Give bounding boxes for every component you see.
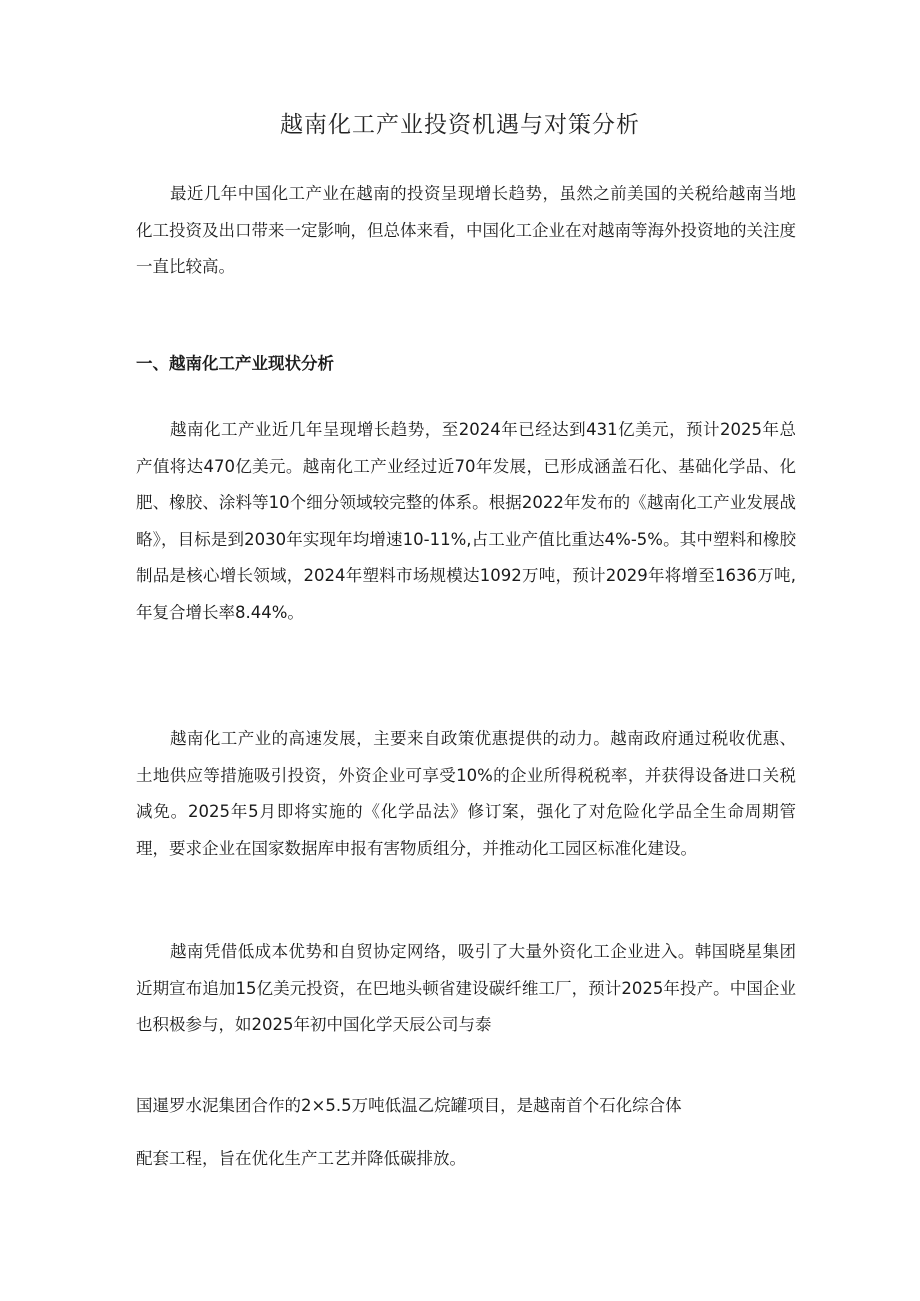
document-title: 越南化工产业投资机遇与对策分析 <box>280 112 640 138</box>
paragraph-line: 配套工程，旨在优化生产工艺并降低碳排放。 <box>136 1149 466 1168</box>
paragraph-policy: 越南化工产业的高速发展，主要来自政策优惠提供的动力。越南政府通过税收优惠、土地供应等措施吸引投资，外资企业可享受10%的企业所得税税率，并获得设备进口关税减免。2025年5月即将实施的《化学品法》修订案，强化了对危险化学品全生命周期管理，要求企业在国家数据库申报有害物质组分，并推动化工园区标准化建设。 <box>136 729 796 858</box>
intro-paragraph: 最近几年中国化工产业在越南的投资呈现增长趋势，虽然之前美国的关税给越南当地化工投资及出口带来一定影响，但总体来看，中国化工企业在对越南等海外投资地的关注度一直比较高。 <box>136 184 796 276</box>
paragraph-industry-status: 越南化工产业近几年呈现增长趋势，至2024年已经达到431亿美元，预计2025年总产值将达470亿美元。越南化工产业经过近70年发展，已形成涵盖石化、基础化学品、化肥、橡胶、涂料等10个细分领域较完整的体系。根据2022年发布的《越南化工产业发展战略》，目标是到2030年实现年均增速10-11%,占工业产值比重达4%-5%。其中塑料和橡胶制品是核心增长领域，2024年塑料市场规模达1092万吨，预计2029年将增至1636万吨,年复合增长率8.44%。 <box>136 420 796 622</box>
paragraph-foreign-investment: 越南凭借低成本优势和自贸协定网络，吸引了大量外资化工企业进入。韩国晓星集团近期宣布追加15亿美元投资，在巴地头顿省建设碳纤维工厂，预计2025年投产。中国企业也积极参与，如2025年初中国化学天辰公司与泰 <box>136 942 796 1034</box>
section-heading: 一、越南化工产业现状分析 <box>136 354 334 373</box>
paragraph-line: 国暹罗水泥集团合作的2×5.5万吨低温乙烷罐项目，是越南首个石化综合体 <box>136 1096 682 1115</box>
